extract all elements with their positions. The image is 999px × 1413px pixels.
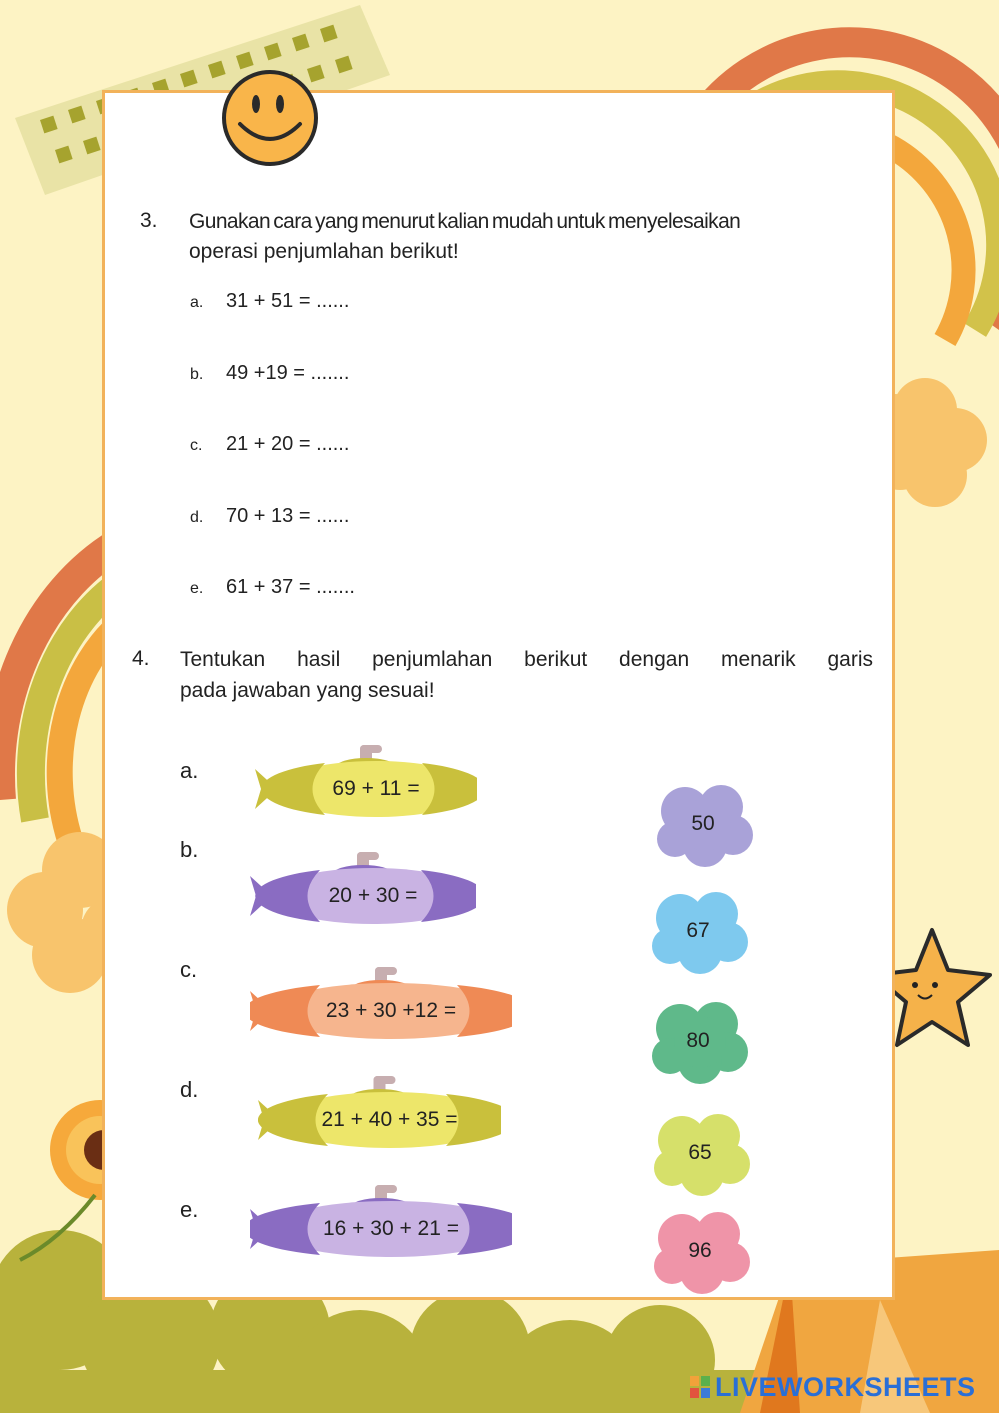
submarine-equation: 23 + 30 +12 = (325, 999, 457, 1022)
q3-item-label: d. (190, 509, 204, 526)
answer-value[interactable]: 50 (691, 812, 715, 835)
submarine-equation: 20 + 30 = (328, 884, 418, 907)
answer-value[interactable]: 96 (688, 1239, 712, 1262)
submarine-equation: 16 + 30 + 21 = (322, 1217, 460, 1240)
q4-item-label: d. (180, 1077, 199, 1102)
submarine-equation: 21 + 40 + 35 = (321, 1108, 458, 1131)
question-3-text-line2: operasi penjumlahan berikut! (189, 240, 459, 263)
q3-item-label: b. (190, 366, 204, 383)
q3-item-equation: 21 + 20 = ...... (226, 433, 350, 455)
q4-item-label: c. (180, 957, 198, 982)
q3-item-label: e. (190, 580, 204, 597)
question-4-text-line2: pada jawaban yang sesuai! (180, 679, 435, 702)
question-4-text-line1: Tentukan hasil penjumlahan berikut dengan menarik garis (180, 648, 873, 671)
smiley-icon (218, 68, 322, 166)
question-3-number: 3. (140, 209, 158, 232)
answer-value[interactable]: 65 (688, 1141, 712, 1164)
answer-value[interactable]: 67 (686, 919, 710, 942)
q3-item-equation: 49 +19 = ....... (226, 362, 350, 384)
liveworksheets-logo-icon (690, 1376, 710, 1398)
q3-item-equation: 61 + 37 = ....... (226, 576, 355, 598)
liveworksheets-brand: LIVEWORKSHEETS (715, 1372, 976, 1402)
q4-item-label: a. (180, 758, 199, 783)
submarine-equation: 69 + 11 = (332, 777, 420, 800)
q3-item-equation: 70 + 13 = ...... (226, 505, 350, 527)
answer-value[interactable]: 80 (686, 1029, 710, 1052)
q4-item-label: e. (180, 1197, 199, 1222)
question-4-number: 4. (132, 647, 150, 670)
q3-item-label: a. (190, 294, 204, 311)
q3-item-equation: 31 + 51 = ...... (226, 290, 350, 312)
q4-item-label: b. (180, 837, 199, 862)
q3-item-label: c. (190, 437, 203, 454)
question-3-text-line1: Gunakan cara yang menurut kalian mudah untuk menyelesaikan (189, 210, 741, 233)
